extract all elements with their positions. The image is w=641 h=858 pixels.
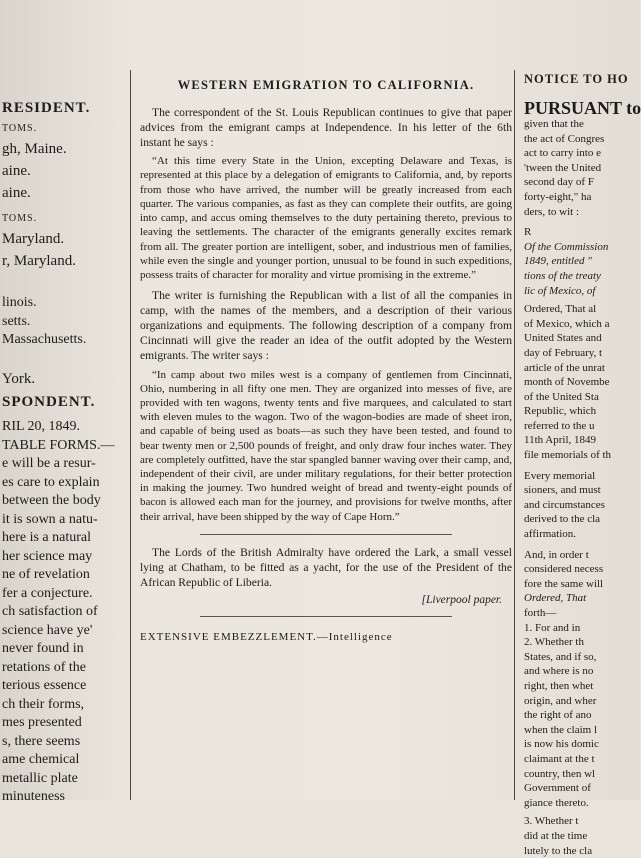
notice-line: States, and if so,: [520, 650, 640, 665]
notice-line: tions of the treaty: [520, 269, 640, 284]
left-column-line: retations of the: [0, 659, 120, 678]
left-spacer: [0, 0, 120, 96]
notice-body: [520, 99, 640, 858]
notice-title: NOTICE TO HO: [524, 72, 640, 87]
notice-line: did at the time: [520, 829, 640, 844]
left-column-line: r, Maryland.: [0, 250, 120, 272]
notice-line: 11th April, 1849: [520, 433, 640, 448]
left-column-line: gh, Maine.: [0, 138, 120, 160]
left-column-line: Maryland.: [0, 228, 120, 250]
notice-line: 3. Whether t: [520, 814, 640, 829]
notice-line: of the United Sta: [520, 390, 640, 405]
left-column-line: terious essence: [0, 677, 120, 696]
notice-line: is now his domic: [520, 737, 640, 752]
left-column-line: setts.: [0, 313, 120, 332]
notice-line: lic of Mexico, of: [520, 284, 640, 299]
notice-line: sioners, and must: [520, 483, 640, 498]
left-column-line: ame chemical: [0, 751, 120, 770]
left-column-line: TOMS.: [0, 210, 120, 228]
left-column-line: York.: [0, 368, 120, 390]
left-column-line: here is a natural: [0, 529, 120, 548]
left-column-line: RESIDENT.: [0, 96, 120, 120]
notice-line: derived to the cla: [520, 512, 640, 527]
notice-line: day of February, t: [520, 346, 640, 361]
notice-line: R: [520, 225, 640, 240]
left-column-line: her science may: [0, 548, 120, 567]
notice-line: and where is no: [520, 664, 640, 679]
notice-line: referred to the u: [520, 419, 640, 434]
notice-line: Every memorial: [520, 469, 640, 484]
article-title: WESTERN EMIGRATION TO CALIFORNIA.: [140, 78, 512, 93]
article-paragraph-2: The writer is furnishing the Republican with a list of all the companies in camp, with the names of the members, and a description of their various organizations and equipments. The following description of a company from Cincinnati will give the reader an idea of the outfit adopted by the Western emigrants. The writer says :: [140, 288, 512, 363]
left-column-line: SPONDENT.: [0, 390, 120, 414]
left-column-line: e will be a resur-: [0, 455, 120, 474]
article-quote-1: “At this time every State in the Union, excepting Delaware and Texas, is represented at this place by a delegation of emigrants to California, and, by reports from those who have arrived, the number will be greatly increased from each quarter. The various companies, as fast as they can complete their outfits, are going into camp, and accus oming themselves to the duty pertaining thereto, previous to leaving the settlements. The character of the emigrants generally excites remark from all. The greater portion are intelligent, sober, and industrious men of families, while even the single and younger portion, unusual to be found in such expeditions, possess traits of character for morality and virtue promising in the extreme.”: [140, 154, 512, 282]
section-divider: [200, 534, 452, 535]
left-column-line: between the body: [0, 492, 120, 511]
notice-line: Of the Commission: [520, 240, 640, 255]
section-divider-2: [200, 616, 452, 617]
notice-line: ders, to wit :: [520, 205, 640, 220]
left-column-line: fer a conjecture.: [0, 585, 120, 604]
left-column-line: RIL 20, 1849.: [0, 418, 120, 437]
left-column-line: it is sown a natu-: [0, 511, 120, 530]
left-column-line: minuteness: [0, 788, 120, 807]
notice-line: United States and: [520, 331, 640, 346]
notice-line: giance thereto.: [520, 796, 640, 811]
notice-line: file memorials of th: [520, 448, 640, 463]
left-column-line: ne of revelation: [0, 566, 120, 585]
notice-line: Ordered, That al: [520, 302, 640, 317]
notice-line: act to carry into e: [520, 146, 640, 161]
notice-line: claimant at the t: [520, 752, 640, 767]
notice-line: country, then wl: [520, 767, 640, 782]
notice-line: given that the: [520, 117, 640, 132]
left-column-line: s, there seems: [0, 733, 120, 752]
notice-line: 'tween the United: [520, 161, 640, 176]
notice-line: And, in order t: [520, 548, 640, 563]
column-rule-right: [514, 70, 515, 800]
left-column-line: science have ye': [0, 622, 120, 641]
notice-line: right, then whet: [520, 679, 640, 694]
left-column-line: Massachusetts.: [0, 331, 120, 350]
left-column-line: metallic plate: [0, 770, 120, 789]
notice-line: fore the same will: [520, 577, 640, 592]
notice-line: and circumstances: [520, 498, 640, 513]
notice-line: affirmation.: [520, 527, 640, 542]
left-column-line: ch satisfaction of: [0, 603, 120, 622]
right-column: [520, 0, 640, 800]
notice-line: 1849, entitled ": [520, 254, 640, 269]
left-column-line: aine.: [0, 160, 120, 182]
left-column-line: linois.: [0, 294, 120, 313]
left-column-line: aine.: [0, 182, 120, 204]
notice-line: the right of ano: [520, 708, 640, 723]
notice-line: Government of: [520, 781, 640, 796]
notice-line: 2. Whether th: [520, 635, 640, 650]
notice-line: of Mexico, which a: [520, 317, 640, 332]
notice-line: forth—: [520, 606, 640, 621]
notice-line: month of Novembe: [520, 375, 640, 390]
notice-line: origin, and wher: [520, 694, 640, 709]
notice-line: considered necess: [520, 562, 640, 577]
notice-line: article of the unrat: [520, 361, 640, 376]
left-column-line: ch their forms,: [0, 696, 120, 715]
notice-line: the act of Congres: [520, 132, 640, 147]
left-column-line: es care to explain: [0, 474, 120, 493]
notice-line: when the claim l: [520, 723, 640, 738]
article-paragraph-3: The Lords of the British Admiralty have ordered the Lark, a small vessel lying at Chatham, to be fitted as a yacht, for the use of the President of the African Republic of Liberia.: [140, 545, 512, 590]
left-column-line: never found in: [0, 640, 120, 659]
notice-line: lutely to the cla: [520, 844, 640, 858]
left-column-line: TABLE FORMS.—: [0, 437, 120, 456]
left-column-line: [0, 272, 120, 294]
notice-line: Ordered, That: [520, 591, 640, 606]
notice-line: PURSUANT to: [520, 99, 640, 117]
left-column-line: TOMS.: [0, 120, 120, 138]
left-column-line: [0, 350, 120, 369]
left-column-line: mes presented: [0, 714, 120, 733]
next-article-heading: EXTENSIVE EMBEZZLEMENT.—Intelligence: [140, 631, 512, 643]
left-column: [0, 0, 120, 800]
notice-line: forty-eight," ha: [520, 190, 640, 205]
column-rule-left: [130, 70, 131, 800]
notice-line: second day of F: [520, 175, 640, 190]
notice-line: Republic, which: [520, 404, 640, 419]
article-intro: The correspondent of the St. Louis Republican continues to give that paper advices from the emigrant camps at Independence. In his letter of the 6th instant he says :: [140, 105, 512, 150]
article-quote-2: “In camp about two miles west is a company of gentlemen from Cincinnati, Ohio, numbering in all fifty one men. They are organized into messes of five, are provided with ten wagons, twenty tents and five marquees, and calculated to start with eleven mules to the wagon. Two of the wagon-bodies are made of sheet iron, and capable of being used as boats—as such they have been tested, and found to bear twenty men or 2,500 pounds of freight, and only draw four inches water. They are completely outfitted, have the star spangled banner waving over their camp, and, independent of their civil, are under military regulations, for their better protection in making the journey. Two hundred weight of bread and twenty-eight pounds of bacon is allowed each man for the journey, and provisions for twelve months, after their arrival, have been shipped by the way of Cape Horn.”: [140, 368, 512, 524]
main-column: [140, 0, 512, 800]
notice-line: 1. For and in: [520, 621, 640, 636]
source-credit: [Liverpool paper.: [140, 594, 502, 606]
